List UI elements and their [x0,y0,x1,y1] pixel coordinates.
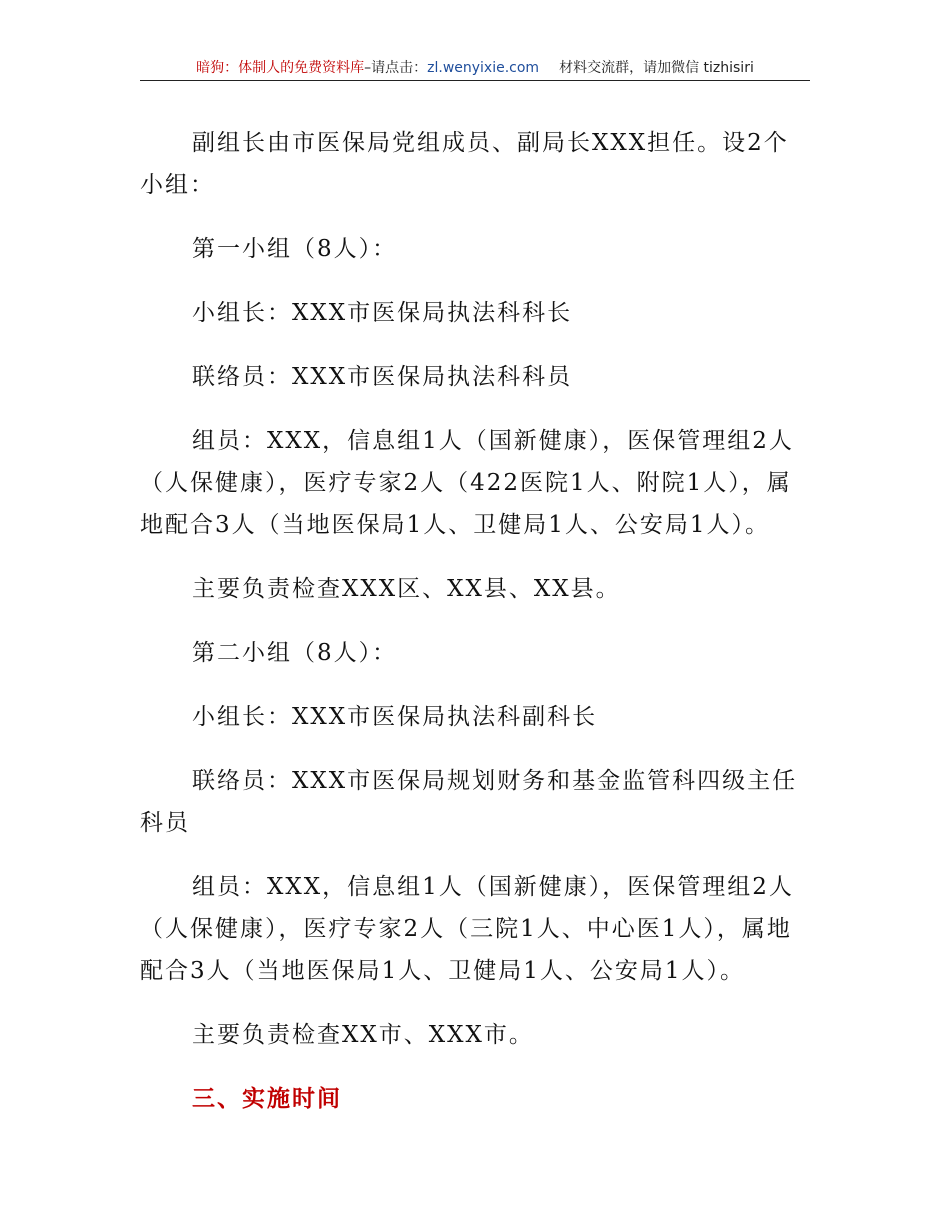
header-note: 材料交流群，请加微信 tizhisiri [559,60,754,76]
paragraph-group1-leader: 小组长：XXX市医保局执法科科长 [192,300,573,326]
header-prompt: –请点击： [364,60,428,76]
paragraph-deputy-leader: 副组长由市医保局党组成员、副局长XXX担任。设2个小组： [140,130,789,198]
header-link[interactable]: zl.wenyixie.com [427,60,540,76]
header-brand: 暗狗：体制人的免费资料库 [196,60,365,76]
page-header [140,58,810,81]
paragraph-group2-title: 第二小组（8人）： [192,640,398,666]
paragraph-group1-scope: 主要负责检查XXX区、XX县、XX县。 [192,576,621,602]
paragraph-group1-members: 组员：XXX，信息组1人（国新健康），医保管理组2人（人保健康），医疗专家2人（422医院1人、附院1人），属地配合3人（当地医保局1人、卫健局1人、公安局1人）。 [140,428,794,538]
document-body [140,122,805,1120]
paragraph-group1-title: 第一小组（8人）： [192,236,398,262]
paragraph-group1-liaison: 联络员：XXX市医保局执法科科员 [192,364,573,390]
paragraph-group2-liaison: 联络员：XXX市医保局规划财务和基金监管科四级主任科员 [140,768,798,836]
section-heading: 三、实施时间 [192,1086,342,1112]
paragraph-group2-leader: 小组长：XXX市医保局执法科副科长 [192,704,598,730]
paragraph-group2-members: 组员：XXX，信息组1人（国新健康），医保管理组2人（人保健康），医疗专家2人（三院1人、中心医1人），属地配合3人（当地医保局1人、卫健局1人、公安局1人）。 [140,874,794,984]
paragraph-group2-scope: 主要负责检查XX市、XXX市。 [192,1022,534,1048]
